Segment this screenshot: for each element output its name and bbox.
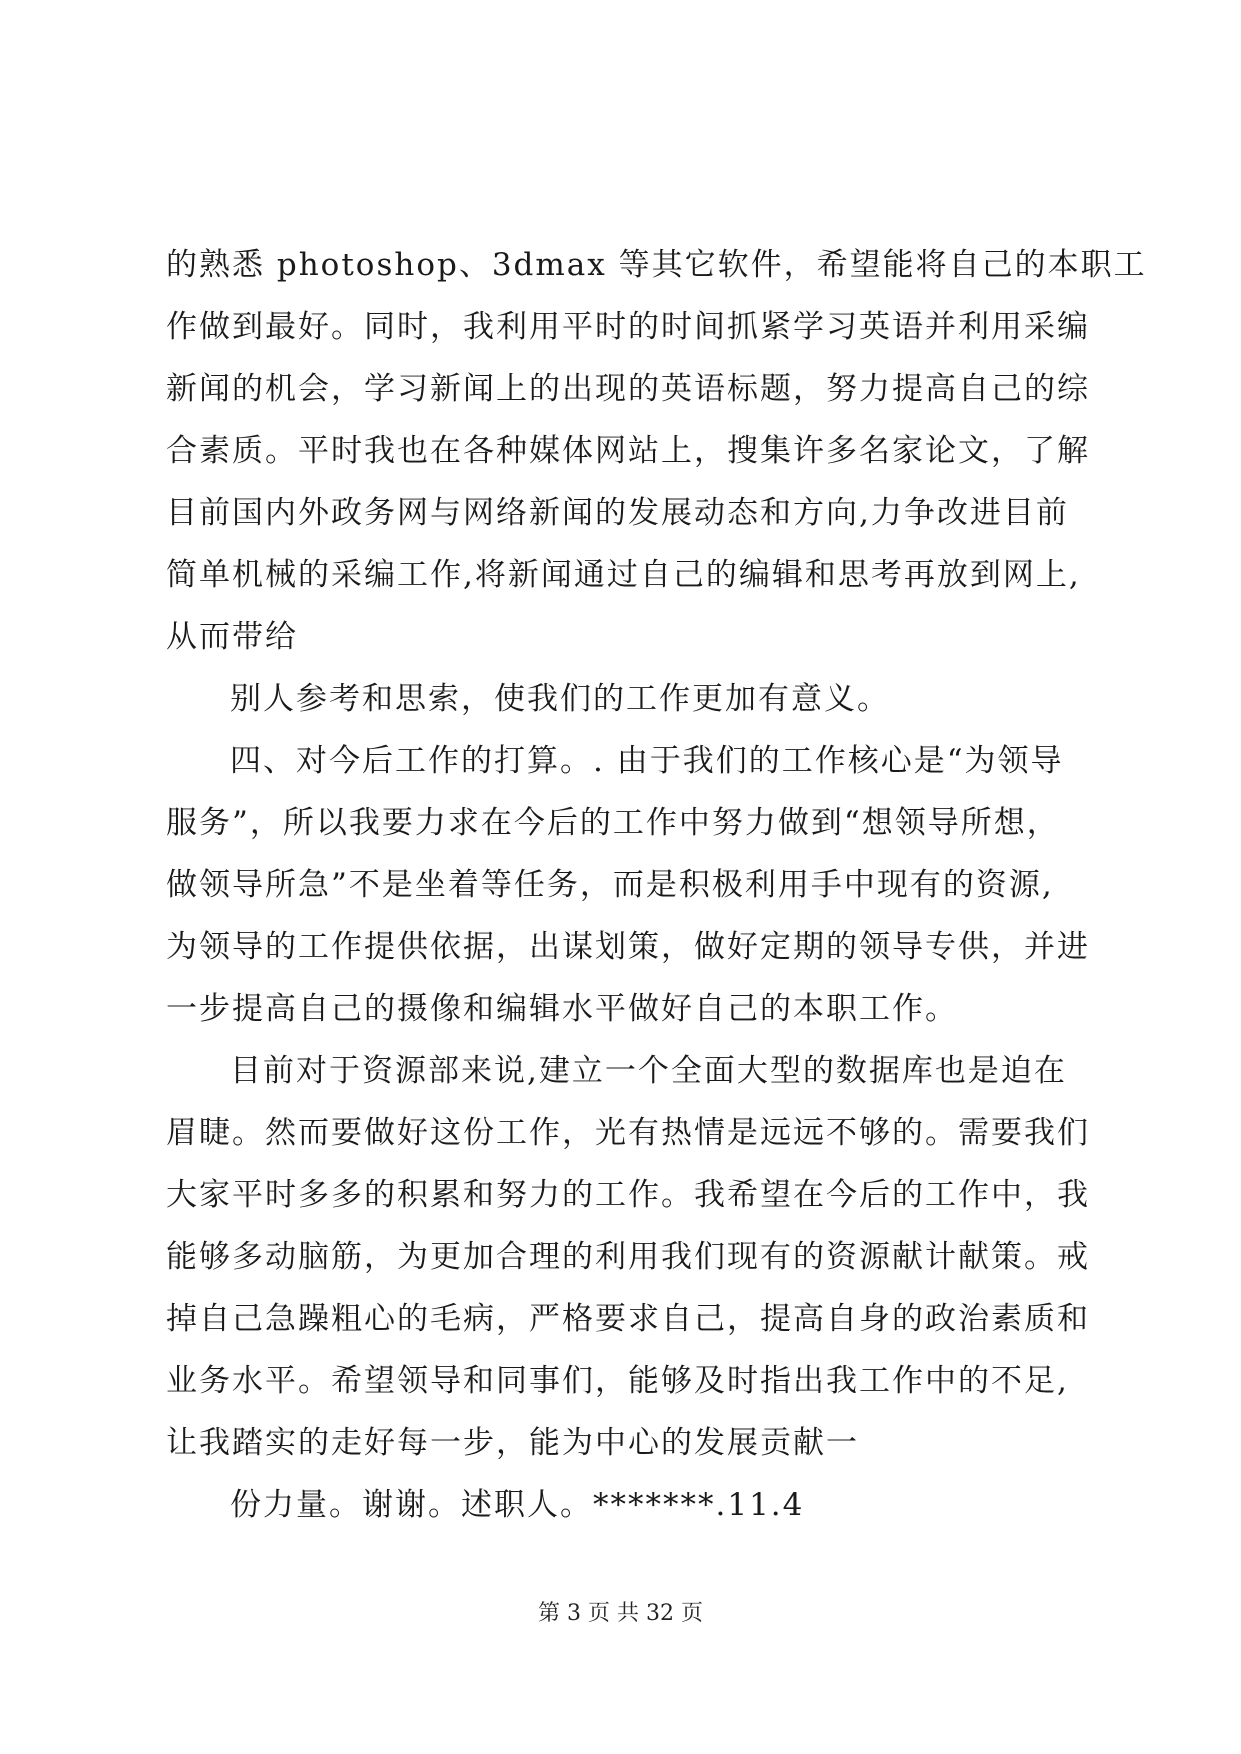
text-line: 做领导所急”不是坐着等任务，而是积极利用手中现有的资源,: [166, 867, 1054, 903]
text-line: 新闻的机会，学习新闻上的出现的英语标题，努力提高自己的综: [166, 371, 1090, 407]
text-line: 大家平时多多的积累和努力的工作。我希望在今后的工作中，我: [166, 1177, 1090, 1213]
text-line: 服务”，所以我要力求在今后的工作中努力做到“想领导所想，: [166, 805, 1060, 841]
text-line: 作做到最好。同时，我利用平时的时间抓紧学习英语并利用采编: [166, 309, 1090, 345]
text-line: 眉睫。然而要做好这份工作，光有热情是远远不够的。需要我们: [166, 1115, 1090, 1151]
text-line: 合素质。平时我也在各种媒体网站上，搜集许多名家论文，了解: [166, 433, 1090, 469]
text-line: 目前对于资源部来说,建立一个全面大型的数据库也是迫在: [230, 1053, 1067, 1089]
text-line: 简单机械的采编工作,将新闻通过自己的编辑和思考再放到网上,: [166, 557, 1081, 593]
text-line: 份力量。谢谢。述职人。*******.11.4: [230, 1487, 805, 1523]
text-line: 让我踏实的走好每一步，能为中心的发展贡献一: [166, 1425, 859, 1461]
text-line: 业务水平。希望领导和同事们，能够及时指出我工作中的不足,: [166, 1363, 1069, 1399]
text-line: 四、对今后工作的打算。. 由于我们的工作核心是“为领导: [230, 743, 1064, 779]
text-line: 一步提高自己的摄像和编辑水平做好自己的本职工作。: [166, 991, 958, 1027]
text-line: 为领导的工作提供依据，出谋划策，做好定期的领导专供，并进: [166, 929, 1090, 965]
text-line: 掉自己急躁粗心的毛病，严格要求自己，提高自身的政治素质和: [166, 1301, 1090, 1337]
text-line: 目前国内外政务网与网络新闻的发展动态和方向,力争改进目前: [166, 495, 1069, 531]
text-line: 从而带给: [166, 619, 298, 655]
page-footer: 第 3 页 共 32 页: [538, 1601, 703, 1626]
text-line: 别人参考和思索，使我们的工作更加有意义。: [230, 681, 890, 717]
text-line: 能够多动脑筋，为更加合理的利用我们现有的资源献计献策。戒: [166, 1239, 1090, 1275]
document-body: [166, 234, 1147, 1536]
text-line: 的熟悉 photoshop、3dmax 等其它软件，希望能将自己的本职工: [166, 247, 1147, 283]
